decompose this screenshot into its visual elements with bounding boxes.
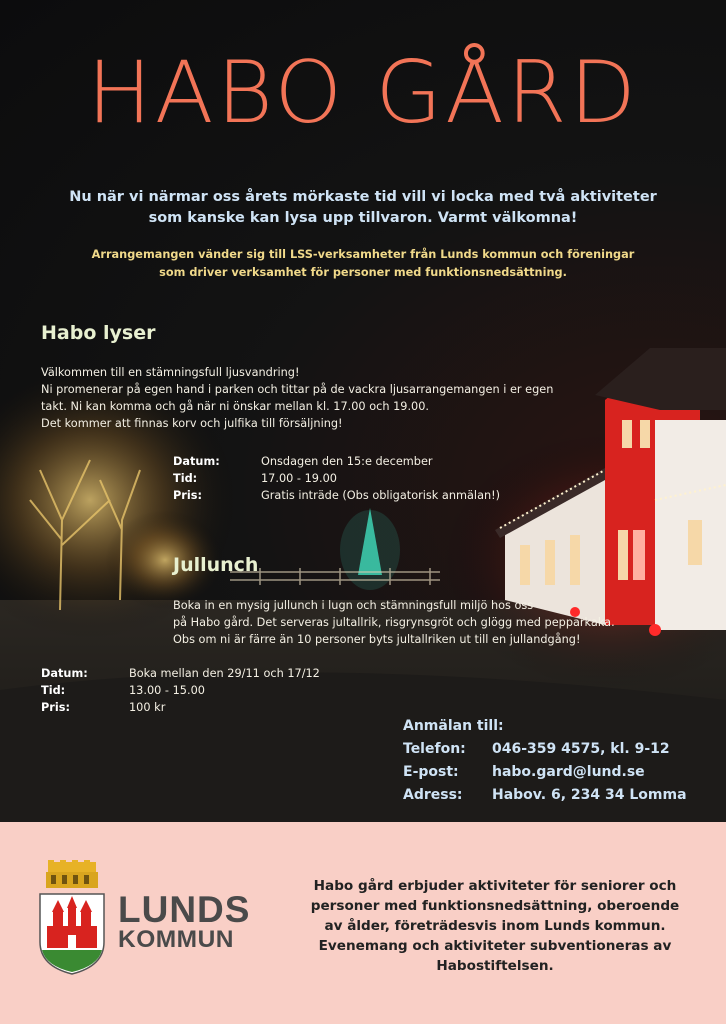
- event1-date-label: Datum:: [173, 455, 220, 468]
- event2-line: Obs om ni är färre än 10 personer byts jultallriken ut till en jullandgång!: [173, 633, 581, 646]
- footer-text: Habo gård erbjuder aktiviteter för seniorer och personer med funktionsnedsättning, oberoende av ålder, företrädesvis inom Lunds kommun. Evenemang och aktiviteter subventioneras av Habostiftelsen.: [310, 878, 680, 974]
- event2-time-label: Tid:: [41, 684, 66, 697]
- event2-date-label: Datum:: [41, 667, 88, 680]
- event1-heading: Habo lyser: [41, 322, 156, 344]
- event1-price-label: Pris:: [173, 489, 202, 502]
- event1-price: Gratis inträde (Obs obligatorisk anmälan!): [261, 489, 501, 502]
- event1-time: 17.00 - 19.00: [261, 472, 337, 485]
- email-label: E-post:: [403, 764, 459, 780]
- contact-heading: Anmälan till:: [403, 718, 504, 734]
- event1-line: Välkommen till en stämningsfull ljusvandring!: [41, 366, 300, 379]
- event1-line: Det kommer att finnas korv och julfika till försäljning!: [41, 417, 343, 430]
- event2-details: [41, 665, 320, 716]
- email-value: habo.gard@lund.se: [492, 764, 645, 780]
- event1-line: Ni promenerar på egen hand i parken och tittar på de vackra ljusarrangemangen i er egen: [41, 383, 554, 396]
- logo-line1: LUNDS: [118, 889, 251, 930]
- page-title: HABO GÅRD: [87, 43, 639, 143]
- intro-text: Nu när vi närmar oss årets mörkaste tid vill vi locka med två aktiviteter som kanske kan lysa upp tillvaron. Varmt välkomna!: [69, 189, 657, 226]
- event1-date: Onsdagen den 15:e december: [261, 455, 433, 468]
- event2-date: Boka mellan den 29/11 och 17/12: [129, 667, 320, 680]
- phone-label: Telefon:: [403, 741, 466, 757]
- logo-line2: KOMMUN: [118, 926, 234, 953]
- event1-details: [173, 453, 500, 504]
- event2-time: 13.00 - 15.00: [129, 684, 205, 697]
- event2-description: [173, 597, 615, 648]
- lunds-crest-icon: [38, 860, 106, 976]
- event1-time-label: Tid:: [173, 472, 198, 485]
- event2-line: Boka in en mysig jullunch i lugn och stämningsfull miljö hos oss: [173, 599, 534, 612]
- address-value: Habov. 6, 234 34 Lomma: [492, 787, 687, 803]
- address-label: Adress:: [403, 787, 463, 803]
- event2-line: på Habo gård. Det serveras jultallrik, risgrynsgröt och glögg med pepparkaka.: [173, 616, 615, 629]
- event1-line: takt. Ni kan komma och gå när ni önskar mellan kl. 17.00 och 19.00.: [41, 400, 430, 413]
- event2-price: 100 kr: [129, 701, 166, 714]
- lunds-kommun-logo: [118, 889, 251, 953]
- phone-value: 046-359 4575, kl. 9-12: [492, 741, 670, 757]
- contact-block: [403, 715, 713, 807]
- event2-heading: Jullunch: [173, 554, 259, 576]
- event2-price-label: Pris:: [41, 701, 70, 714]
- audience-text: Arrangemangen vänder sig till LSS-verksamheter från Lunds kommun och föreningar som driver verksamhet för personer med funktionsnedsättning.: [91, 248, 635, 279]
- event1-description: [41, 364, 553, 432]
